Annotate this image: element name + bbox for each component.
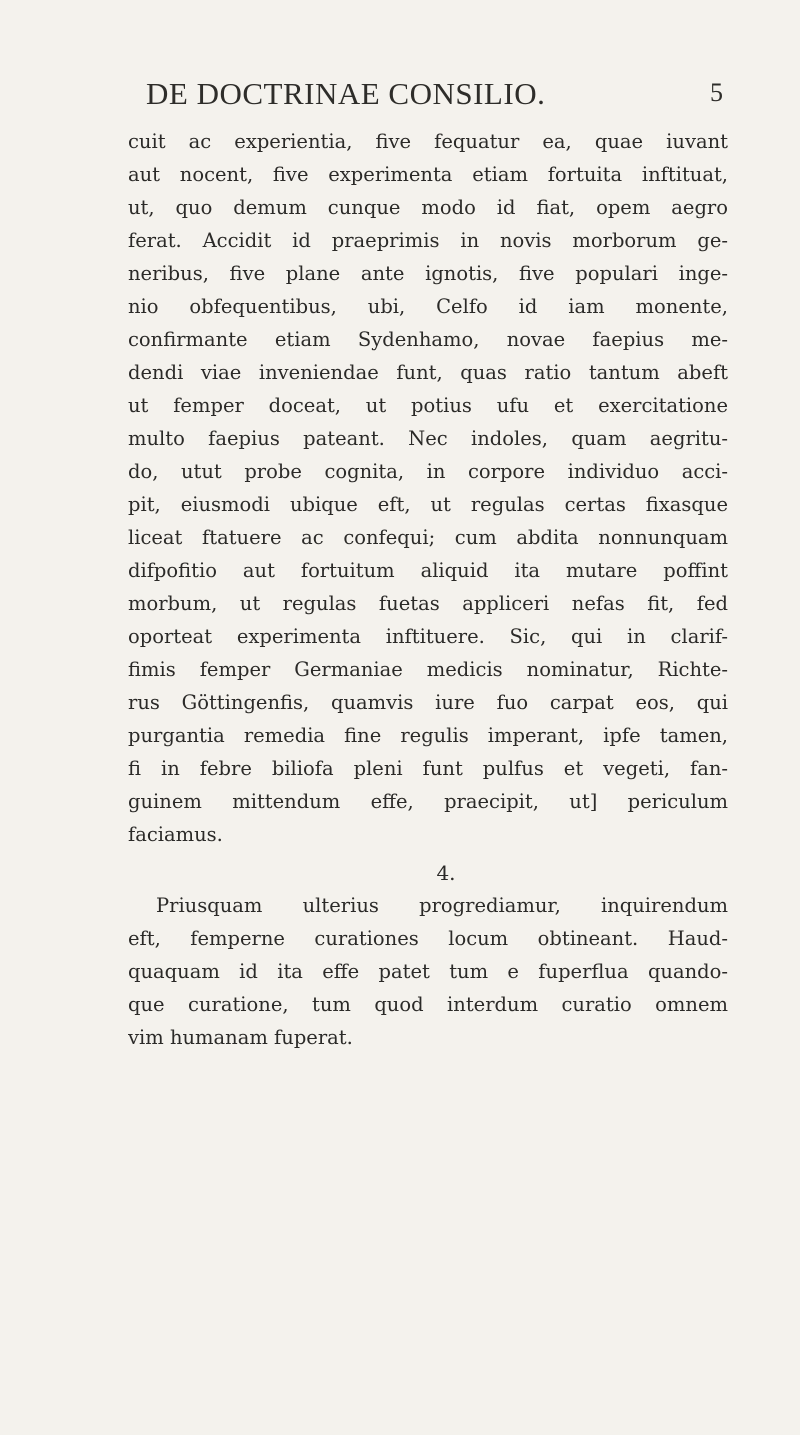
body-text: [128, 125, 728, 1054]
page-number: 5: [710, 78, 723, 107]
text-line: quaquam id ita effe patet tum e fuperflua quando-: [128, 960, 728, 983]
text-line: neribus, five plane ante ignotis, five populari inge-: [128, 262, 728, 285]
text-line: vim humanam fuperat.: [128, 1026, 353, 1049]
text-line: dendi viae inveniendae funt, quas ratio tantum abeft: [128, 361, 728, 384]
section-number: 4.: [436, 861, 456, 885]
text-line: ferat. Accidit id praeprimis in novis morborum ge-: [128, 229, 728, 252]
text-line: ut femper doceat, ut potius ufu et exercitatione: [128, 394, 728, 417]
text-line: morbum, ut regulas fuetas appliceri nefas fit, fed: [128, 592, 728, 615]
text-line: fi in febre biliofa pleni funt pulfus et vegeti, fan-: [128, 757, 728, 780]
text-line: rus Göttingenfis, quamvis iure fuo carpat eos, qui: [128, 691, 728, 714]
text-line: pit, eiusmodi ubique eft, ut regulas certas fixasque: [128, 493, 728, 516]
running-title: DE DOCTRINAE CONSILIO.: [146, 76, 546, 111]
text-line: eft, femperne curationes locum obtineant. Haud-: [128, 927, 728, 950]
text-line: que curatione, tum quod interdum curatio omnem: [128, 993, 728, 1016]
text-line: fimis femper Germaniae medicis nominatur, Richte-: [128, 658, 728, 681]
text-line: liceat ftatuere ac confequi; cum abdita nonnunquam: [128, 526, 728, 549]
text-line: Priusquam ulterius progrediamur, inquirendum: [156, 894, 728, 917]
text-line: do, utut probe cognita, in corpore individuo acci-: [128, 460, 728, 483]
text-line: aut nocent, five experimenta etiam fortuita inftituat,: [128, 163, 728, 186]
text-line: ut, quo demum cunque modo id fiat, opem aegro: [128, 196, 728, 219]
text-line: confirmante etiam Sydenhamo, novae faepius me-: [128, 328, 728, 351]
text-line: faciamus.: [128, 823, 223, 846]
paragraph-1: [128, 125, 728, 851]
text-line: guinem mittendum effe, praecipit, ut] periculum: [128, 790, 728, 813]
text-line: multo faepius pateant. Nec indoles, quam aegritu-: [128, 427, 728, 450]
text-line: cuit ac experientia, five fequatur ea, quae iuvant: [128, 130, 728, 153]
text-line: nio obfequentibus, ubi, Celfo id iam monente,: [128, 295, 728, 318]
paragraph-2: [128, 889, 728, 1054]
text-line: purgantia remedia fine regulis imperant, ipfe tamen,: [128, 724, 728, 747]
text-line: oporteat experimenta inftituere. Sic, qui in clarif-: [128, 625, 728, 648]
text-line: difpofitio aut fortuitum aliquid ita mutare poffint: [128, 559, 728, 582]
